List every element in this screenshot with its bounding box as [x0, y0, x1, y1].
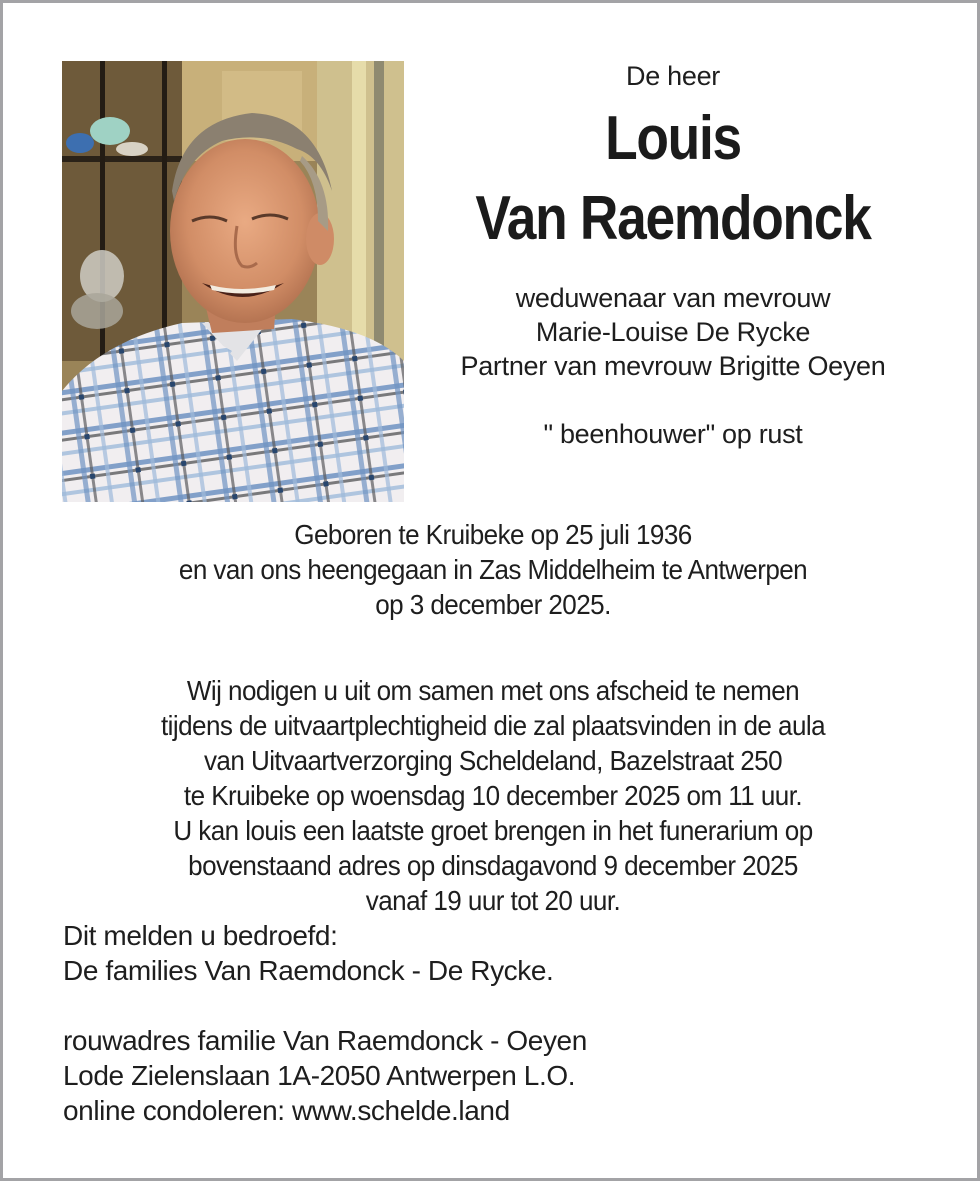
deceased-first-name: Louis	[605, 104, 741, 173]
address-line: Lode Zielenslaan 1A-2050 Antwerpen L.O.	[63, 1060, 576, 1091]
relation-line: Partner van mevrouw Brigitte Oeyen	[460, 351, 886, 381]
relation-line: Marie-Louise De Rycke	[535, 317, 811, 347]
birth-death-line: op 3 december 2025.	[375, 589, 611, 620]
signoff-line: Dit melden u bedroefd:	[63, 920, 338, 951]
relation-line: weduwenaar van mevrouw	[515, 283, 831, 313]
signoff-line: De families Van Raemdonck - De Rycke.	[63, 955, 554, 986]
profession: " beenhouwer" op rust	[543, 419, 803, 449]
relations	[413, 281, 933, 383]
deceased-header	[413, 55, 933, 451]
invitation-line: bovenstaand adres op dinsdagavond 9 december 2025	[188, 850, 798, 881]
invitation-line: te Kruibeke op woensdag 10 december 2025 om 11 uur.	[183, 780, 803, 811]
invitation-line: van Uitvaartverzorging Scheldeland, Bazelstraat 250	[203, 745, 783, 776]
invitation-line: Wij nodigen u uit om samen met ons afscheid te nemen	[186, 675, 800, 706]
salutation: De heer	[626, 61, 720, 91]
funeral-invitation	[43, 673, 943, 918]
portrait-photo	[62, 61, 404, 502]
invitation-line: vanaf 19 uur tot 20 uur.	[365, 885, 621, 916]
family-signoff	[63, 918, 923, 988]
invitation-line: tijdens de uitvaartplechtigheid die zal plaatsvinden in de aula	[160, 710, 826, 741]
deceased-last-name: Van Raemdonck	[475, 184, 871, 253]
address-line: rouwadres familie Van Raemdonck - Oeyen	[63, 1025, 587, 1056]
mourning-address	[63, 1023, 923, 1128]
invitation-line: U kan louis een laatste groet brengen in het funerarium op	[173, 815, 813, 846]
birth-death-line: Geboren te Kruibeke op 25 juli 1936	[294, 519, 692, 550]
condolence-link[interactable]: online condoleren: www.schelde.land	[63, 1095, 510, 1126]
birth-death-line: en van ons heengegaan in Zas Middelheim te Antwerpen	[178, 554, 808, 585]
birth-death-details	[43, 517, 943, 622]
